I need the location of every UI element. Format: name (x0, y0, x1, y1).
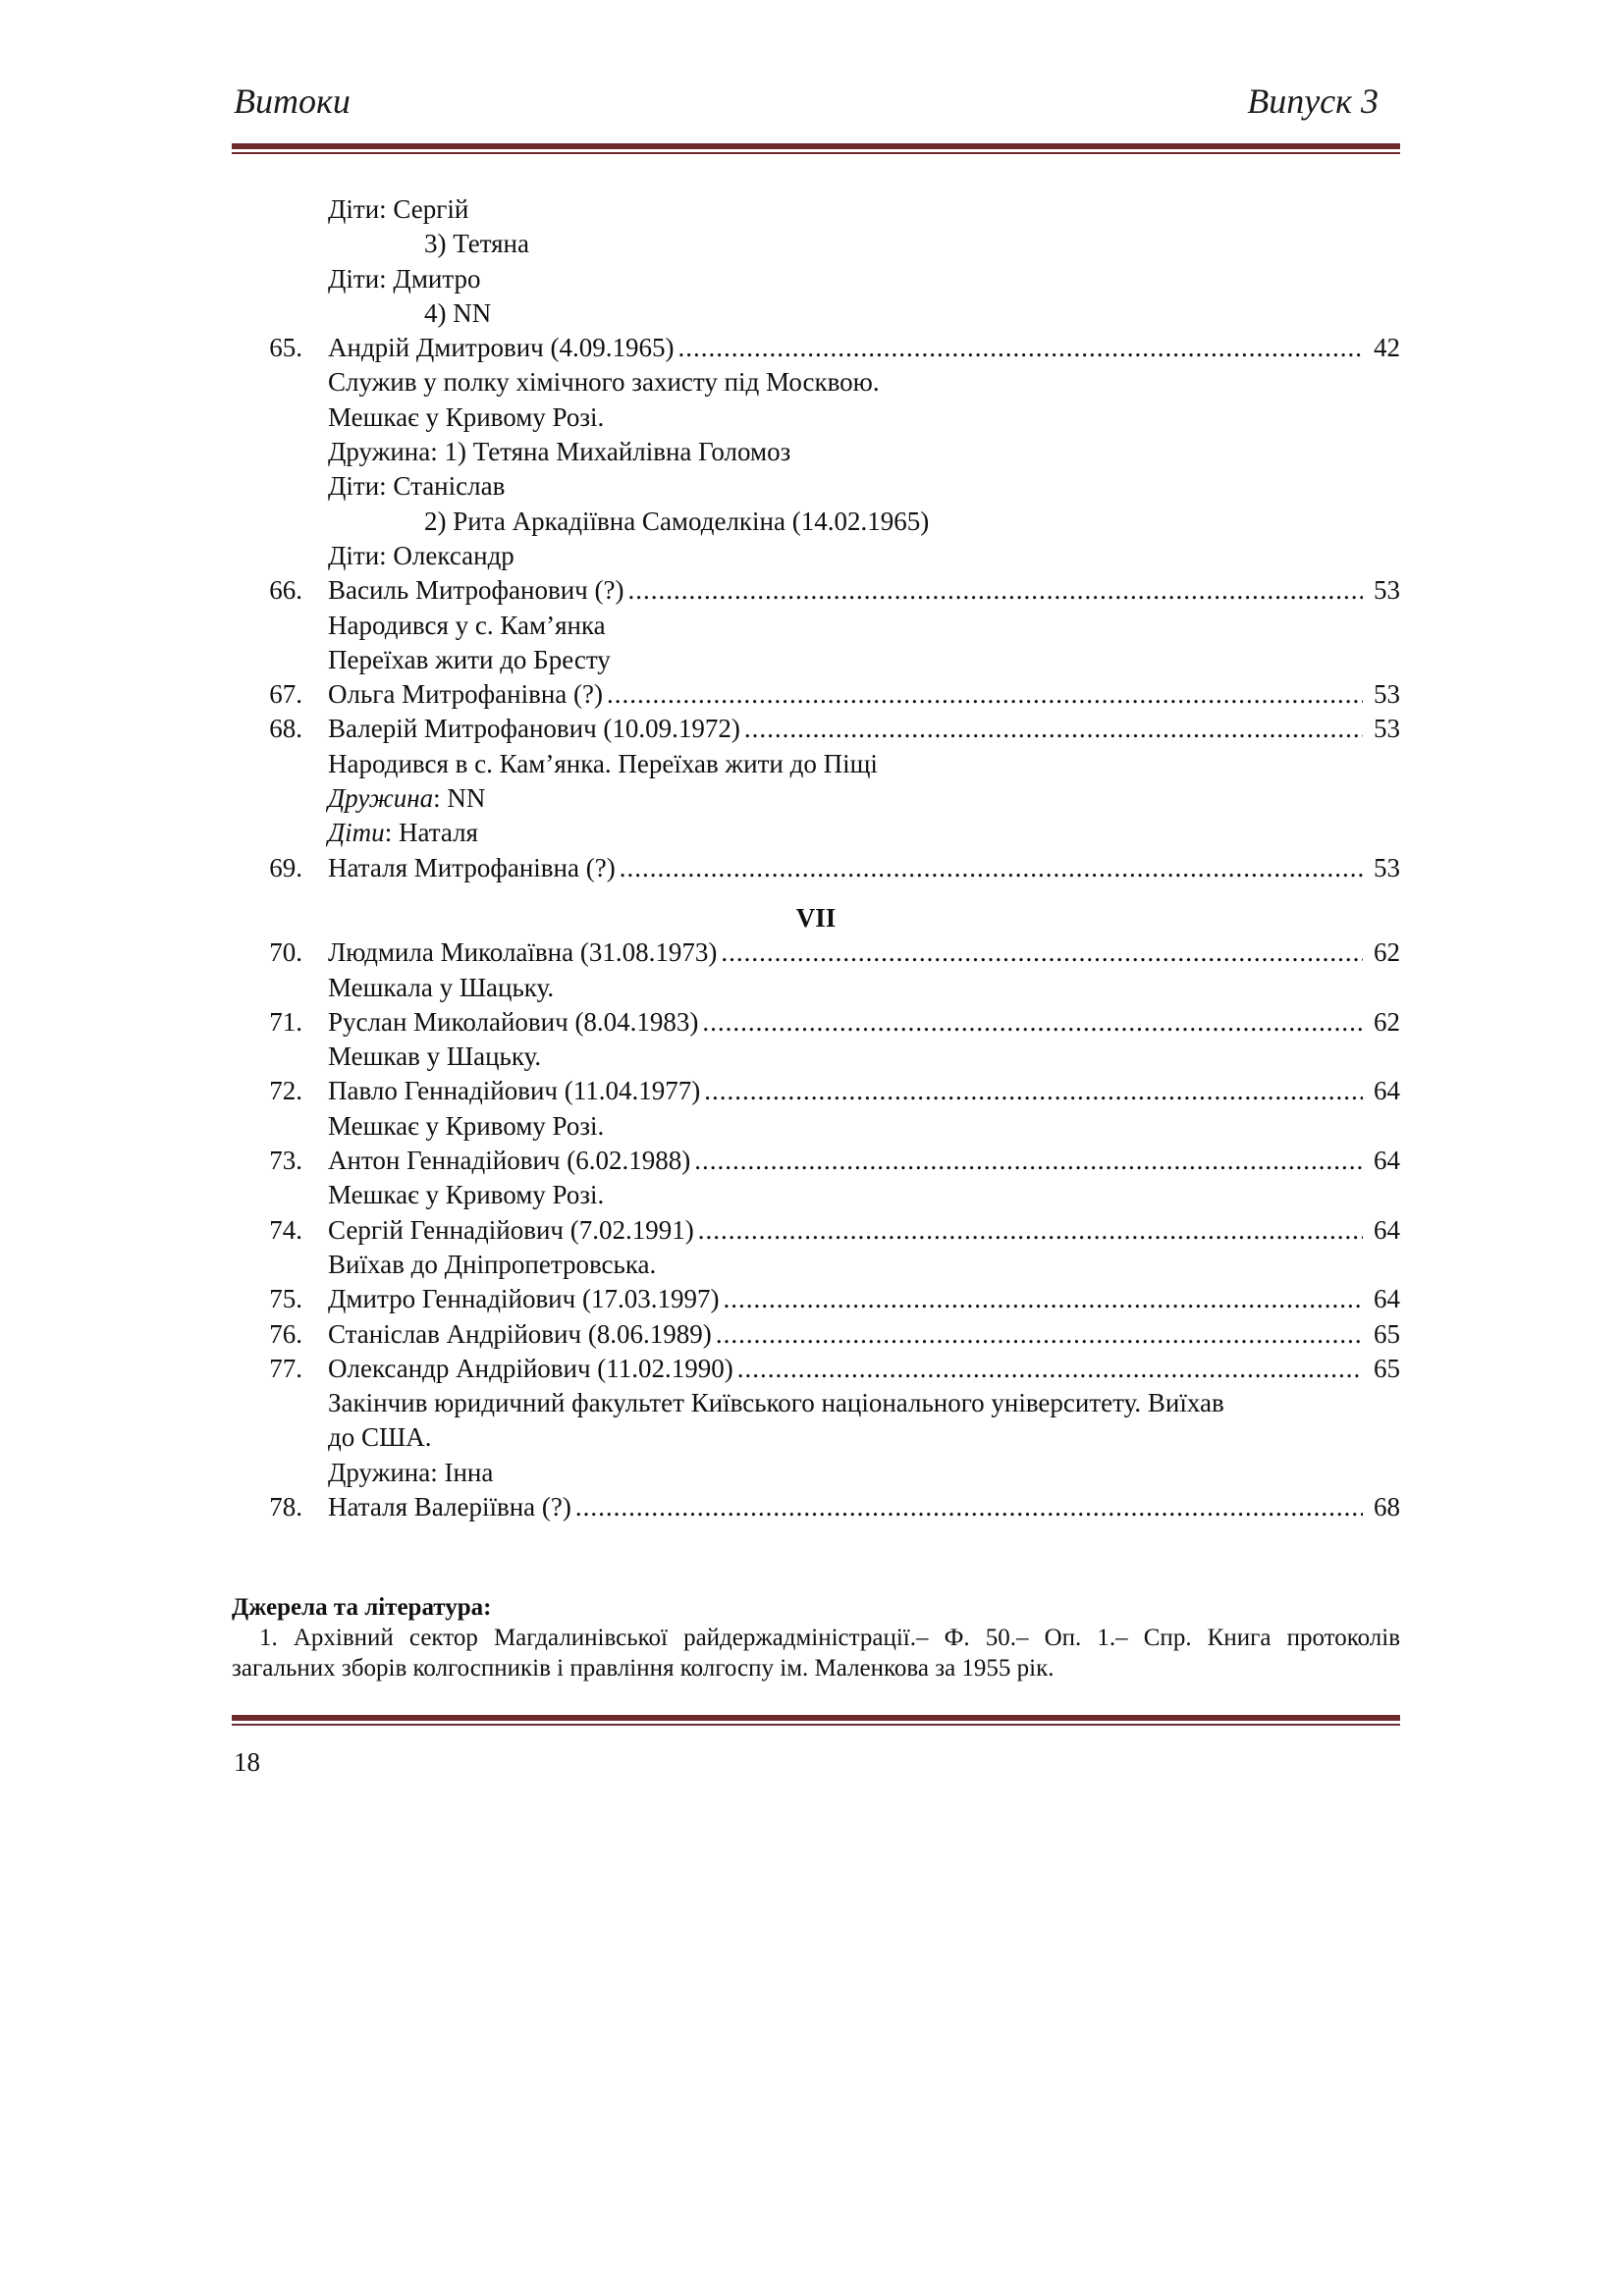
children-value: : Наталя (384, 818, 478, 848)
text-line: Мешкає у Кривому Розі. (328, 1180, 605, 1210)
entry-71 (232, 1005, 1400, 1040)
entry-page: 53 (1374, 714, 1400, 744)
dot-leader (737, 1352, 1363, 1386)
wife-label: Дружина (328, 783, 434, 814)
dot-leader (723, 1282, 1363, 1316)
entry-76 (232, 1317, 1400, 1352)
entry-number: 75. (269, 1284, 302, 1314)
text-line: Народився у с. Кам’янка (328, 610, 606, 640)
entry-page: 64 (1374, 1146, 1400, 1176)
text-line: Мешкає у Кривому Розі. (328, 401, 605, 432)
entry-number: 70. (269, 937, 302, 968)
page-number: 18 (234, 1747, 260, 1777)
entry-name: Олександр Андрійович (11.02.1990) (328, 1353, 733, 1383)
text-line (232, 781, 1400, 816)
entry-name: Валерій Митрофанович (10.09.1972) (328, 714, 740, 744)
section-heading: VII (795, 902, 837, 933)
dot-leader (627, 573, 1363, 608)
entry-number: 66. (269, 575, 302, 606)
text-line: Дружина: Інна (328, 1457, 494, 1487)
children-label: Діти (328, 818, 385, 848)
entry-68 (232, 712, 1400, 746)
text-line: 4) NN (424, 297, 492, 328)
entry-name: Андрій Дмитрович (4.09.1965) (328, 333, 675, 363)
sources-title: Джерела та література: (232, 1594, 492, 1621)
text-line: Мешкала у Шацьку. (328, 972, 555, 1002)
entry-name: Наталя Валеріївна (?) (328, 1491, 571, 1522)
dot-leader (704, 1074, 1363, 1108)
sources-item: 1. Архівний сектор Магдалинівської райдержадміністрації.– Ф. 50.– Оп. 1.– Спр. Книга протоколів загальних зборів колгоспників і правління колгоспу ім. Маленкова за 1955 рік. (232, 1625, 1400, 1682)
journal-title: Витоки (234, 81, 351, 121)
entry-name: Наталя Митрофанівна (?) (328, 852, 616, 882)
page-header (232, 80, 1400, 130)
text-line: Переїхав жити до Бресту (328, 644, 611, 674)
dot-leader (607, 677, 1363, 712)
entry-name: Павло Геннадійович (11.04.1977) (328, 1076, 701, 1106)
entry-page: 62 (1374, 937, 1400, 968)
text-line: Діти: Олександр (328, 540, 514, 570)
dot-leader (744, 712, 1363, 746)
dot-leader (702, 1005, 1363, 1040)
dot-leader (620, 851, 1363, 885)
entry-page: 64 (1374, 1076, 1400, 1106)
entry-75 (232, 1282, 1400, 1316)
text-line: Мешкав у Шацьку. (328, 1041, 542, 1072)
dot-leader (721, 935, 1363, 970)
entry-page: 64 (1374, 1214, 1400, 1245)
text-line: Діти: Дмитро (328, 263, 481, 294)
dot-leader (698, 1213, 1363, 1248)
entry-72 (232, 1074, 1400, 1108)
entry-number: 67. (269, 679, 302, 710)
entry-78 (232, 1490, 1400, 1524)
entry-77 (232, 1352, 1400, 1386)
text-line: Мешкає у Кривому Розі. (328, 1110, 605, 1141)
dot-leader (677, 331, 1363, 365)
text-line: Народився в с. Кам’янка. Переїхав жити до Піщі (328, 748, 878, 778)
entry-number: 71. (269, 1006, 302, 1037)
entry-name: Сергій Геннадійович (7.02.1991) (328, 1214, 694, 1245)
entry-number: 76. (269, 1318, 302, 1349)
entry-number: 73. (269, 1146, 302, 1176)
entry-page: 42 (1374, 333, 1400, 363)
issue-label: Випуск 3 (1247, 81, 1379, 121)
entry-page: 53 (1374, 575, 1400, 606)
genealogy-list (232, 192, 1400, 1524)
entry-66 (232, 573, 1400, 608)
entry-number: 65. (269, 333, 302, 363)
text-line: Діти: Сергій (328, 194, 469, 224)
text-line: Закінчив юридичний факультет Київського національного університету. Виїхав (328, 1388, 1224, 1418)
entry-name: Людмила Миколаївна (31.08.1973) (328, 937, 718, 968)
entry-number: 78. (269, 1491, 302, 1522)
dot-leader (694, 1144, 1363, 1178)
entry-name: Ольга Митрофанівна (?) (328, 679, 604, 710)
entry-number: 77. (269, 1353, 302, 1383)
entry-name: Станіслав Андрійович (8.06.1989) (328, 1318, 712, 1349)
entry-65 (232, 331, 1400, 365)
text-line: до США. (328, 1422, 432, 1453)
entry-page: 65 (1374, 1318, 1400, 1349)
entry-70 (232, 935, 1400, 970)
text-line: Діти: Станіслав (328, 471, 506, 502)
text-line: Дружина: 1) Тетяна Михайлівна Голомоз (328, 437, 791, 467)
entry-page: 68 (1374, 1491, 1400, 1522)
entry-number: 69. (269, 852, 302, 882)
sources-section (232, 1592, 1400, 1683)
entry-name: Василь Митрофанович (?) (328, 575, 624, 606)
text-line: Служив у полку хімічного захисту під Москвою. (328, 367, 880, 398)
entry-name: Дмитро Геннадійович (17.03.1997) (328, 1284, 720, 1314)
entry-page: 65 (1374, 1353, 1400, 1383)
entry-page: 64 (1374, 1284, 1400, 1314)
dot-leader (716, 1317, 1363, 1352)
entry-74 (232, 1213, 1400, 1248)
text-line: 3) Тетяна (424, 229, 529, 259)
entry-name: Руслан Миколайович (8.04.1983) (328, 1006, 699, 1037)
entry-page: 53 (1374, 852, 1400, 882)
entry-name: Антон Геннадійович (6.02.1988) (328, 1146, 691, 1176)
text-line (232, 816, 1400, 850)
header-rule (232, 143, 1400, 154)
entry-number: 68. (269, 714, 302, 744)
footer-rule (232, 1715, 1400, 1726)
wife-value: : NN (433, 783, 486, 814)
entry-73 (232, 1144, 1400, 1178)
entry-number: 74. (269, 1214, 302, 1245)
dot-leader (575, 1490, 1363, 1524)
entry-67 (232, 677, 1400, 712)
entry-number: 72. (269, 1076, 302, 1106)
text-line: Виїхав до Дніпропетровська. (328, 1249, 657, 1279)
text-line: 2) Рита Аркадіївна Самоделкіна (14.02.1965) (424, 506, 930, 536)
entry-page: 62 (1374, 1006, 1400, 1037)
entry-69 (232, 851, 1400, 885)
entry-page: 53 (1374, 679, 1400, 710)
